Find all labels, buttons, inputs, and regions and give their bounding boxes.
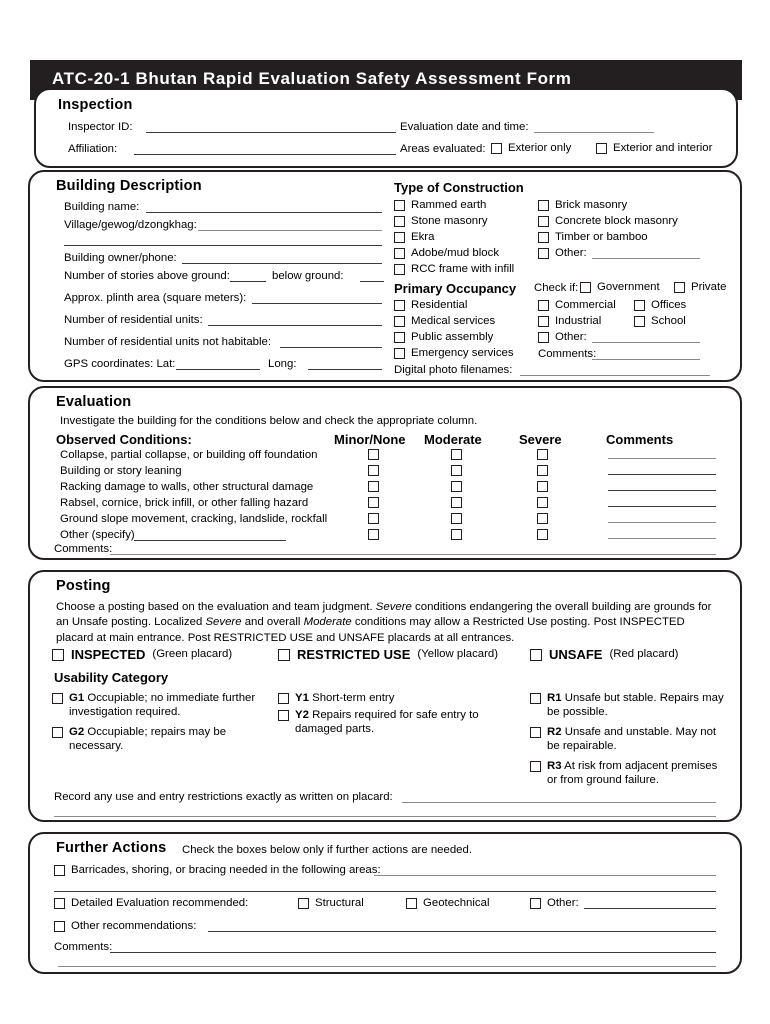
- checkbox-icon[interactable]: [406, 898, 417, 909]
- usability-y1-desc: Short-term entry: [312, 692, 395, 704]
- gps-long-label: Long:: [268, 358, 297, 370]
- plinth-area-input[interactable]: [252, 303, 382, 304]
- checkbox-row5-moderate[interactable]: [451, 529, 462, 540]
- checkbox-icon[interactable]: [538, 300, 549, 311]
- checkbox-label: Public assembly: [411, 331, 494, 343]
- checkbox-exterior-and-interior[interactable]: [596, 143, 712, 155]
- owner-phone-input[interactable]: [182, 263, 382, 264]
- checkbox-row0-minor[interactable]: [368, 449, 379, 460]
- checkbox-private[interactable]: [674, 282, 726, 294]
- checkbox-geotechnical[interactable]: [406, 898, 490, 910]
- evaluation-comments-label: Comments:: [54, 543, 113, 555]
- checkbox-r3[interactable]: [530, 760, 726, 788]
- further-actions-heading: Further Actions: [56, 840, 167, 856]
- checkbox-icon[interactable]: [278, 693, 289, 704]
- column-header-minor-none: Minor/None: [334, 432, 406, 447]
- other-recommendations-input[interactable]: [208, 931, 716, 932]
- usability-r2-desc: Unsafe and unstable. May not be repairable.: [547, 726, 717, 752]
- evaluation-instruction: Investigate the building for the conditions below and check the appropriate column.: [60, 415, 478, 427]
- posting-severe-2: Severe: [205, 616, 242, 629]
- inspector-id-input[interactable]: [146, 132, 396, 133]
- checkbox-residential[interactable]: [394, 300, 467, 312]
- village-input[interactable]: [198, 230, 382, 231]
- checkbox-icon[interactable]: [394, 264, 405, 275]
- placard-name-unsafe: UNSAFE: [549, 647, 603, 662]
- posting-moderate: Moderate: [303, 616, 352, 629]
- building-description-panel: [28, 170, 742, 382]
- checkbox-row2-moderate[interactable]: [451, 481, 462, 492]
- checkbox-row4-severe[interactable]: [537, 513, 548, 524]
- residential-units-input[interactable]: [208, 325, 382, 326]
- checkbox-icon[interactable]: [52, 727, 63, 738]
- plinth-area-label: Approx. plinth area (square meters):: [64, 292, 247, 304]
- observed-conditions-label: Observed Conditions:: [56, 432, 192, 447]
- posting-text-3: and overall: [241, 616, 304, 629]
- usability-r1-text: [547, 692, 726, 720]
- checkbox-row4-minor[interactable]: [368, 513, 379, 524]
- checkbox-label: Exterior and interior: [613, 142, 713, 154]
- checkbox-label: Brick masonry: [555, 199, 628, 211]
- checkbox-icon[interactable]: [52, 649, 64, 661]
- eval-datetime-label: Evaluation date and time:: [400, 121, 529, 133]
- checkbox-government[interactable]: [580, 282, 660, 294]
- posting-severe-1: Severe: [375, 601, 412, 613]
- usability-g1-code: G1: [69, 692, 85, 704]
- checkbox-icon[interactable]: [394, 248, 405, 259]
- checkbox-label: Exterior only: [508, 142, 572, 154]
- comments-input-row4[interactable]: [608, 522, 716, 523]
- affiliation-label: Affiliation:: [68, 143, 118, 155]
- checkbox-school[interactable]: [634, 316, 686, 328]
- checkbox-icon[interactable]: [538, 200, 549, 211]
- checkbox-inspected[interactable]: [52, 648, 232, 662]
- checkbox-emergency-services[interactable]: [394, 348, 514, 360]
- checkbox-icon[interactable]: [54, 865, 65, 876]
- checkbox-label: Residential: [411, 299, 468, 311]
- checkbox-detailed-other[interactable]: [530, 898, 579, 910]
- posting-text-1: Choose a posting based on the evaluation and team judgment.: [56, 601, 376, 613]
- inspection-heading: Inspection: [58, 97, 133, 113]
- comments-input-row1[interactable]: [608, 474, 716, 475]
- evaluation-heading: Evaluation: [56, 394, 132, 410]
- checkbox-timber-or-bamboo[interactable]: [538, 232, 648, 244]
- usability-r1-desc: Unsafe but stable. Repairs may be possible.: [547, 692, 724, 718]
- checkbox-icon[interactable]: [530, 649, 542, 661]
- usability-g1-text: [69, 692, 262, 720]
- usability-r3-text: [547, 760, 726, 788]
- posting-instructions: [56, 600, 720, 646]
- checkbox-icon[interactable]: [538, 316, 549, 327]
- placard-note-inspected: (Green placard): [152, 647, 233, 660]
- checkbox-row4-moderate[interactable]: [451, 513, 462, 524]
- record-restrictions-label: Record any use and entry restrictions exactly as written on placard:: [54, 791, 393, 803]
- checkbox-structural[interactable]: [298, 898, 364, 910]
- occupancy-heading: Primary Occupancy: [394, 281, 517, 296]
- construction-heading: Type of Construction: [394, 180, 524, 195]
- checkbox-icon[interactable]: [298, 898, 309, 909]
- usability-y2-desc: Repairs required for safe entry to damaged parts.: [295, 709, 479, 735]
- checkbox-rammed-earth[interactable]: [394, 200, 486, 212]
- checkbox-label: Rammed earth: [411, 199, 487, 211]
- further-actions-subtitle: Check the boxes below only if further actions are needed.: [182, 844, 472, 856]
- occupancy-comments-input[interactable]: [592, 359, 700, 360]
- checkbox-row3-minor[interactable]: [368, 497, 379, 508]
- checkbox-construction-other[interactable]: [538, 248, 587, 260]
- placard-note-restricted-use: (Yellow placard): [417, 647, 499, 660]
- checkbox-icon[interactable]: [538, 248, 549, 259]
- eval-datetime-input[interactable]: [534, 132, 654, 133]
- record-restrictions-input-line1[interactable]: [402, 802, 716, 803]
- village-input-line2[interactable]: [64, 245, 382, 246]
- usability-category-heading: Usability Category: [54, 670, 169, 685]
- checkbox-icon[interactable]: [278, 710, 289, 721]
- detailed-other-input[interactable]: [584, 908, 716, 909]
- usability-r2-code: R2: [547, 726, 562, 738]
- checkbox-icon[interactable]: [530, 727, 541, 738]
- affiliation-input[interactable]: [134, 154, 396, 155]
- checkbox-icon[interactable]: [530, 898, 541, 909]
- column-header-moderate: Moderate: [424, 432, 482, 447]
- checkbox-g2[interactable]: [52, 726, 262, 754]
- gps-lat-input[interactable]: [176, 369, 260, 370]
- gps-long-input[interactable]: [308, 369, 382, 370]
- checkbox-label: Offices: [651, 299, 687, 311]
- gps-lat-label: GPS coordinates: Lat:: [64, 358, 176, 370]
- checkbox-icon[interactable]: [394, 316, 405, 327]
- further-actions-comments-input-line2[interactable]: [58, 966, 716, 967]
- usability-y2-code: Y2: [295, 709, 309, 721]
- condition-label-3: Rabsel, cornice, brick infill, or other falling hazard: [60, 497, 309, 509]
- barricades-label: Barricades, shoring, or bracing needed in the following areas:: [71, 864, 381, 876]
- inspection-panel: [34, 88, 738, 168]
- checkbox-icon[interactable]: [491, 143, 502, 154]
- condition-label-4: Ground slope movement, cracking, landslide, rockfall: [60, 513, 328, 525]
- stories-above-input[interactable]: [230, 281, 266, 282]
- checkbox-label: Government: [597, 281, 660, 293]
- checkbox-icon[interactable]: [394, 348, 405, 359]
- checkbox-icon[interactable]: [634, 300, 645, 311]
- barricades-input-line1[interactable]: [374, 875, 716, 876]
- checkbox-occupancy-other[interactable]: [538, 332, 587, 344]
- usability-g2-code: G2: [69, 726, 85, 738]
- owner-phone-label: Building owner/phone:: [64, 252, 177, 264]
- checkbox-icon[interactable]: [674, 282, 685, 293]
- checkbox-icon[interactable]: [596, 143, 607, 154]
- posting-text-2: conditions endangering the overall building are grounds for an Unsafe posting. Localized: [56, 601, 712, 629]
- checkbox-row1-minor[interactable]: [368, 465, 379, 476]
- posting-heading: Posting: [56, 578, 111, 594]
- condition-label-5: Other (specify): [60, 529, 135, 541]
- page-title: ATC-20-1 Bhutan Rapid Evaluation Safety Assessment Form: [52, 69, 572, 88]
- checkbox-detailed-evaluation[interactable]: [54, 898, 248, 910]
- checkbox-label: Other:: [547, 897, 579, 909]
- checkbox-other-recommendations[interactable]: [54, 921, 196, 933]
- occupancy-other-input[interactable]: [592, 342, 700, 343]
- stories-above-label: Number of stories above ground:: [64, 270, 230, 282]
- checkbox-concrete-block-masonry[interactable]: [538, 216, 678, 228]
- checkbox-icon[interactable]: [54, 898, 65, 909]
- checkbox-label: Emergency services: [411, 347, 514, 359]
- evaluation-comments-input[interactable]: [110, 554, 716, 555]
- stories-below-input[interactable]: [360, 281, 384, 282]
- condition-label-1: Building or story leaning: [60, 465, 182, 477]
- stories-below-label: below ground:: [272, 270, 344, 282]
- checkbox-r2[interactable]: [530, 726, 726, 754]
- comments-input-row2[interactable]: [608, 490, 716, 491]
- checkbox-row2-severe[interactable]: [537, 481, 548, 492]
- areas-evaluated-label: Areas evaluated:: [400, 143, 486, 155]
- posting-text-4: conditions may allow a Restricted Use posting. Post INSPECTED placard at main entrance. Post RESTRICTED USE and UNSAFE placards at all entrances.: [56, 616, 685, 644]
- checkbox-icon[interactable]: [52, 693, 63, 704]
- condition-label-2: Racking damage to walls, other structural damage: [60, 481, 314, 493]
- checkbox-icon[interactable]: [394, 300, 405, 311]
- record-restrictions-input-line2[interactable]: [54, 816, 716, 817]
- barricades-input-line2[interactable]: [54, 891, 716, 892]
- checkbox-label: Structural: [315, 897, 364, 909]
- checkbox-icon[interactable]: [394, 332, 405, 343]
- checkbox-y2[interactable]: [278, 709, 504, 737]
- condition-label-0: Collapse, partial collapse, or building off foundation: [60, 449, 318, 461]
- building-description-heading: Building Description: [56, 178, 202, 194]
- further-actions-panel: [28, 832, 742, 974]
- residential-units-label: Number of residential units:: [64, 314, 203, 326]
- usability-y1-code: Y1: [295, 692, 309, 704]
- usability-r1-code: R1: [547, 692, 562, 704]
- checkbox-label: Commercial: [555, 299, 616, 311]
- checkbox-row0-severe[interactable]: [537, 449, 548, 460]
- units-not-habitable-input[interactable]: [280, 347, 382, 348]
- construction-other-input[interactable]: [592, 258, 700, 259]
- checkbox-label: Ekra: [411, 231, 435, 243]
- checkbox-icon[interactable]: [634, 316, 645, 327]
- building-name-input[interactable]: [146, 212, 382, 213]
- comments-input-row0[interactable]: [608, 458, 716, 459]
- checkbox-row3-moderate[interactable]: [451, 497, 462, 508]
- checkbox-icon[interactable]: [530, 761, 541, 772]
- checkbox-row1-moderate[interactable]: [451, 465, 462, 476]
- checkbox-exterior-only[interactable]: [491, 143, 571, 155]
- checkbox-label: Industrial: [555, 315, 602, 327]
- checkbox-commercial[interactable]: [538, 300, 616, 312]
- village-label: Village/gewog/dzongkhag:: [64, 219, 197, 231]
- checkbox-row2-minor[interactable]: [368, 481, 379, 492]
- checkbox-row3-severe[interactable]: [537, 497, 548, 508]
- checkbox-g1[interactable]: [52, 692, 262, 720]
- checkbox-label: Private: [691, 281, 727, 293]
- checkbox-medical-services[interactable]: [394, 316, 495, 328]
- checkbox-label: Other:: [555, 247, 587, 259]
- checkbox-icon[interactable]: [394, 232, 405, 243]
- posting-panel: [28, 570, 742, 822]
- digital-photo-label: Digital photo filenames:: [394, 364, 513, 376]
- usability-y2-text: [295, 709, 504, 737]
- checkbox-industrial[interactable]: [538, 316, 601, 328]
- checkbox-unsafe[interactable]: [530, 648, 678, 662]
- checkbox-offices[interactable]: [634, 300, 686, 312]
- checkbox-icon[interactable]: [538, 332, 549, 343]
- checkbox-row1-severe[interactable]: [537, 465, 548, 476]
- checkbox-icon[interactable]: [530, 693, 541, 704]
- checkbox-label: School: [651, 315, 686, 327]
- checkbox-barricades[interactable]: [54, 865, 381, 877]
- checkbox-icon[interactable]: [538, 216, 549, 227]
- column-header-comments: Comments: [606, 432, 674, 447]
- checkbox-icon[interactable]: [394, 216, 405, 227]
- column-header-severe: Severe: [519, 432, 562, 447]
- usability-r2-text: [547, 726, 726, 754]
- checkbox-label: Concrete block masonry: [555, 215, 678, 227]
- usability-g1-desc: Occupiable; no immediate further investigation required.: [69, 692, 256, 718]
- usability-y1-text: [295, 692, 394, 706]
- units-not-habitable-label: Number of residential units not habitable:: [64, 336, 272, 348]
- comments-input-row5[interactable]: [608, 538, 716, 539]
- usability-g2-text: [69, 726, 262, 754]
- checkbox-label: Timber or bamboo: [555, 231, 648, 243]
- checkbox-r1[interactable]: [530, 692, 726, 720]
- placard-note-unsafe: (Red placard): [609, 647, 679, 660]
- checkbox-icon[interactable]: [538, 232, 549, 243]
- comments-input-row3[interactable]: [608, 506, 716, 507]
- checkbox-ekra[interactable]: [394, 232, 434, 244]
- usability-r3-desc: At risk from adjacent premises or from ground failure.: [547, 760, 718, 786]
- checkbox-stone-masonry[interactable]: [394, 216, 488, 228]
- checkbox-brick-masonry[interactable]: [538, 200, 627, 212]
- checkbox-adobe-mud-block[interactable]: [394, 248, 499, 260]
- placard-name-restricted-use: RESTRICTED USE: [297, 647, 411, 662]
- usability-g2-desc: Occupiable; repairs may be necessary.: [69, 726, 227, 752]
- checkbox-label: RCC frame with infill: [411, 263, 515, 275]
- evaluation-panel: [28, 386, 742, 560]
- checkbox-label: Other:: [555, 331, 587, 343]
- checkbox-public-assembly[interactable]: [394, 332, 493, 344]
- checkbox-icon[interactable]: [54, 921, 65, 932]
- checkbox-y1[interactable]: [278, 692, 504, 706]
- further-actions-comments-input-line1[interactable]: [110, 952, 716, 953]
- placard-name-inspected: INSPECTED: [71, 647, 146, 662]
- usability-r3-code: R3: [547, 760, 562, 772]
- further-actions-comments-label: Comments:: [54, 941, 113, 953]
- occupancy-comments-label: Comments:: [538, 348, 597, 360]
- detailed-evaluation-label: Detailed Evaluation recommended:: [71, 897, 249, 909]
- checkbox-row5-minor[interactable]: [368, 529, 379, 540]
- checkbox-label: Stone masonry: [411, 215, 488, 227]
- checkbox-icon[interactable]: [278, 649, 290, 661]
- checkbox-rcc-frame-with-infill[interactable]: [394, 264, 514, 276]
- checkbox-row0-moderate[interactable]: [451, 449, 462, 460]
- condition-other-input[interactable]: [134, 540, 286, 541]
- checkbox-row5-severe[interactable]: [537, 529, 548, 540]
- checkbox-restricted-use[interactable]: [278, 648, 498, 662]
- checkbox-label: Medical services: [411, 315, 496, 327]
- checkbox-icon[interactable]: [394, 200, 405, 211]
- checkbox-icon[interactable]: [580, 282, 591, 293]
- digital-photo-input[interactable]: [520, 375, 710, 376]
- building-name-label: Building name:: [64, 201, 140, 213]
- checkbox-label: Geotechnical: [423, 897, 490, 909]
- checkbox-label: Adobe/mud block: [411, 247, 500, 259]
- inspector-id-label: Inspector ID:: [68, 121, 133, 133]
- other-recommendations-label: Other recommendations:: [71, 920, 197, 932]
- check-if-label: Check if:: [534, 282, 579, 294]
